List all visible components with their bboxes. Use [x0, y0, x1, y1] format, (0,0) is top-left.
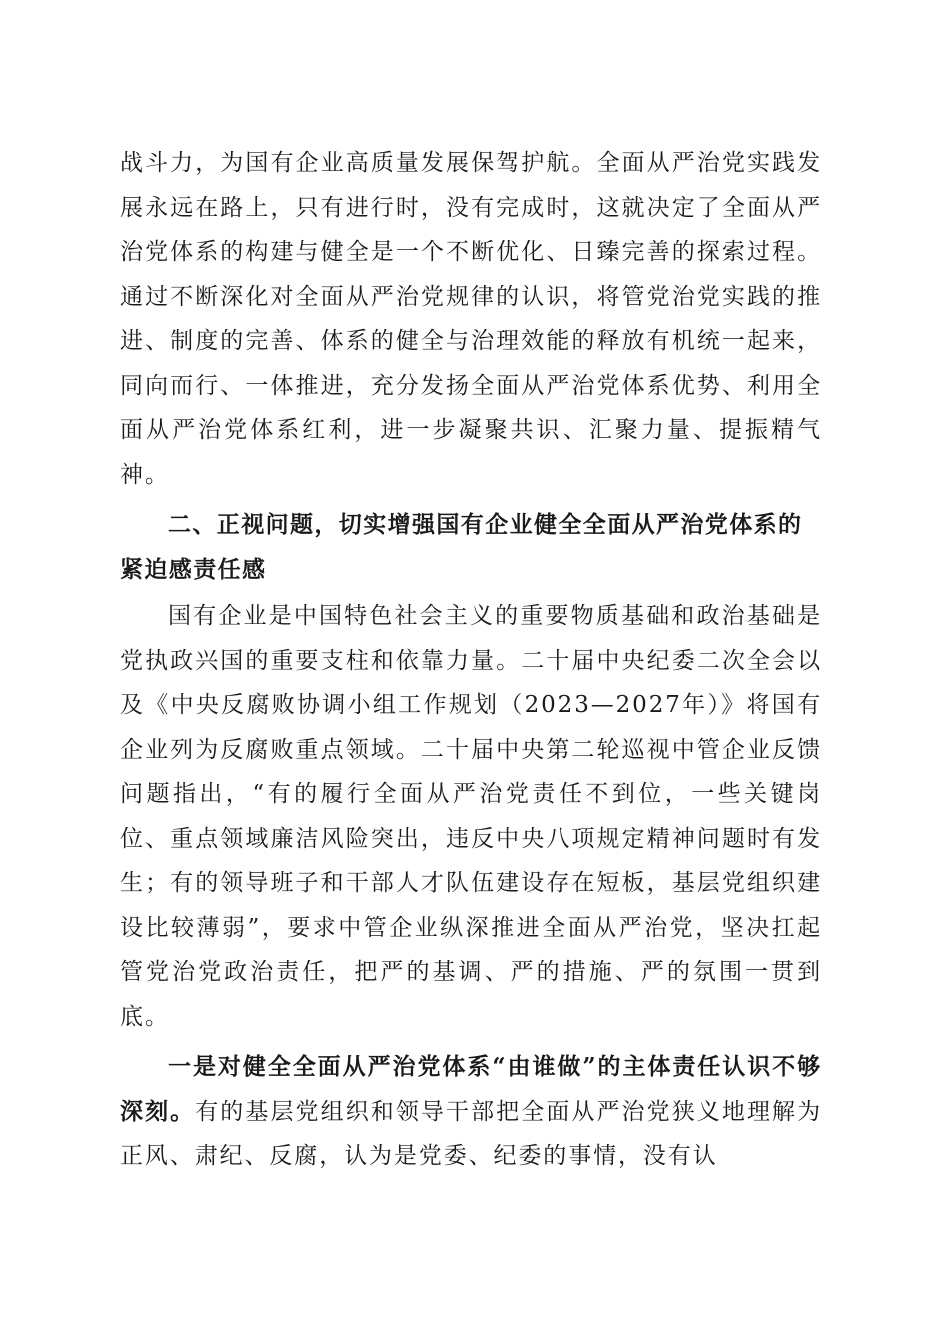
- section-heading-2: 二、正视问题，切实增强国有企业健全全面从严治党体系的紧迫感责任感: [120, 512, 803, 583]
- document-body: [120, 141, 822, 1179]
- paragraph-continuation: 战斗力，为国有企业高质量发展保驾护航。全面从严治党实践发展永远在路上，只有进行时，没有完成时，这就决定了全面从严治党体系的构建与健全是一个不断优化、日臻完善的探索过程。通过不断深化对全面从严治党规律的认识，将管党治党实践的推进、制度的完善、体系的健全与治理效能的释放有机统一起来，同向而行、一体推进，充分发扬全面从严治党体系优势、利用全面从严治党体系红利，进一步凝聚共识、汇聚力量、提振精气神。: [120, 150, 822, 488]
- problem-one-body: 有的基层党组织和领导干部把全面从严治党狭义地理解为正风、肃纪、反腐，认为是党委、纪委的事情，没有认: [120, 1098, 822, 1169]
- paragraph-problem-one: [120, 1045, 822, 1179]
- paragraph-soe-role: 国有企业是中国特色社会主义的重要物质基础和政治基础是党执政兴国的重要支柱和依靠力量。二十届中央纪委二次全会以及《中央反腐败协调小组工作规划（2023—2027年）》将国有企业列为反腐败重点领域。二十届中央第二轮巡视中管企业反馈问题指出，“有的履行全面从严治党责任不到位，一些关键岗位、重点领域廉洁风险突出，违反中央八项规定精神问题时有发生；有的领导班子和干部人才队伍建设存在短板，基层党组织建设比较薄弱”，要求中管企业纵深推进全面从严治党，坚决扛起管党治党政治责任，把严的基调、严的措施、严的氛围一贯到底。: [120, 603, 822, 1030]
- problem-one-lead: 一是对健全全面从严治党体系“由谁做”的主体责任认识不够深刻。: [120, 1053, 822, 1125]
